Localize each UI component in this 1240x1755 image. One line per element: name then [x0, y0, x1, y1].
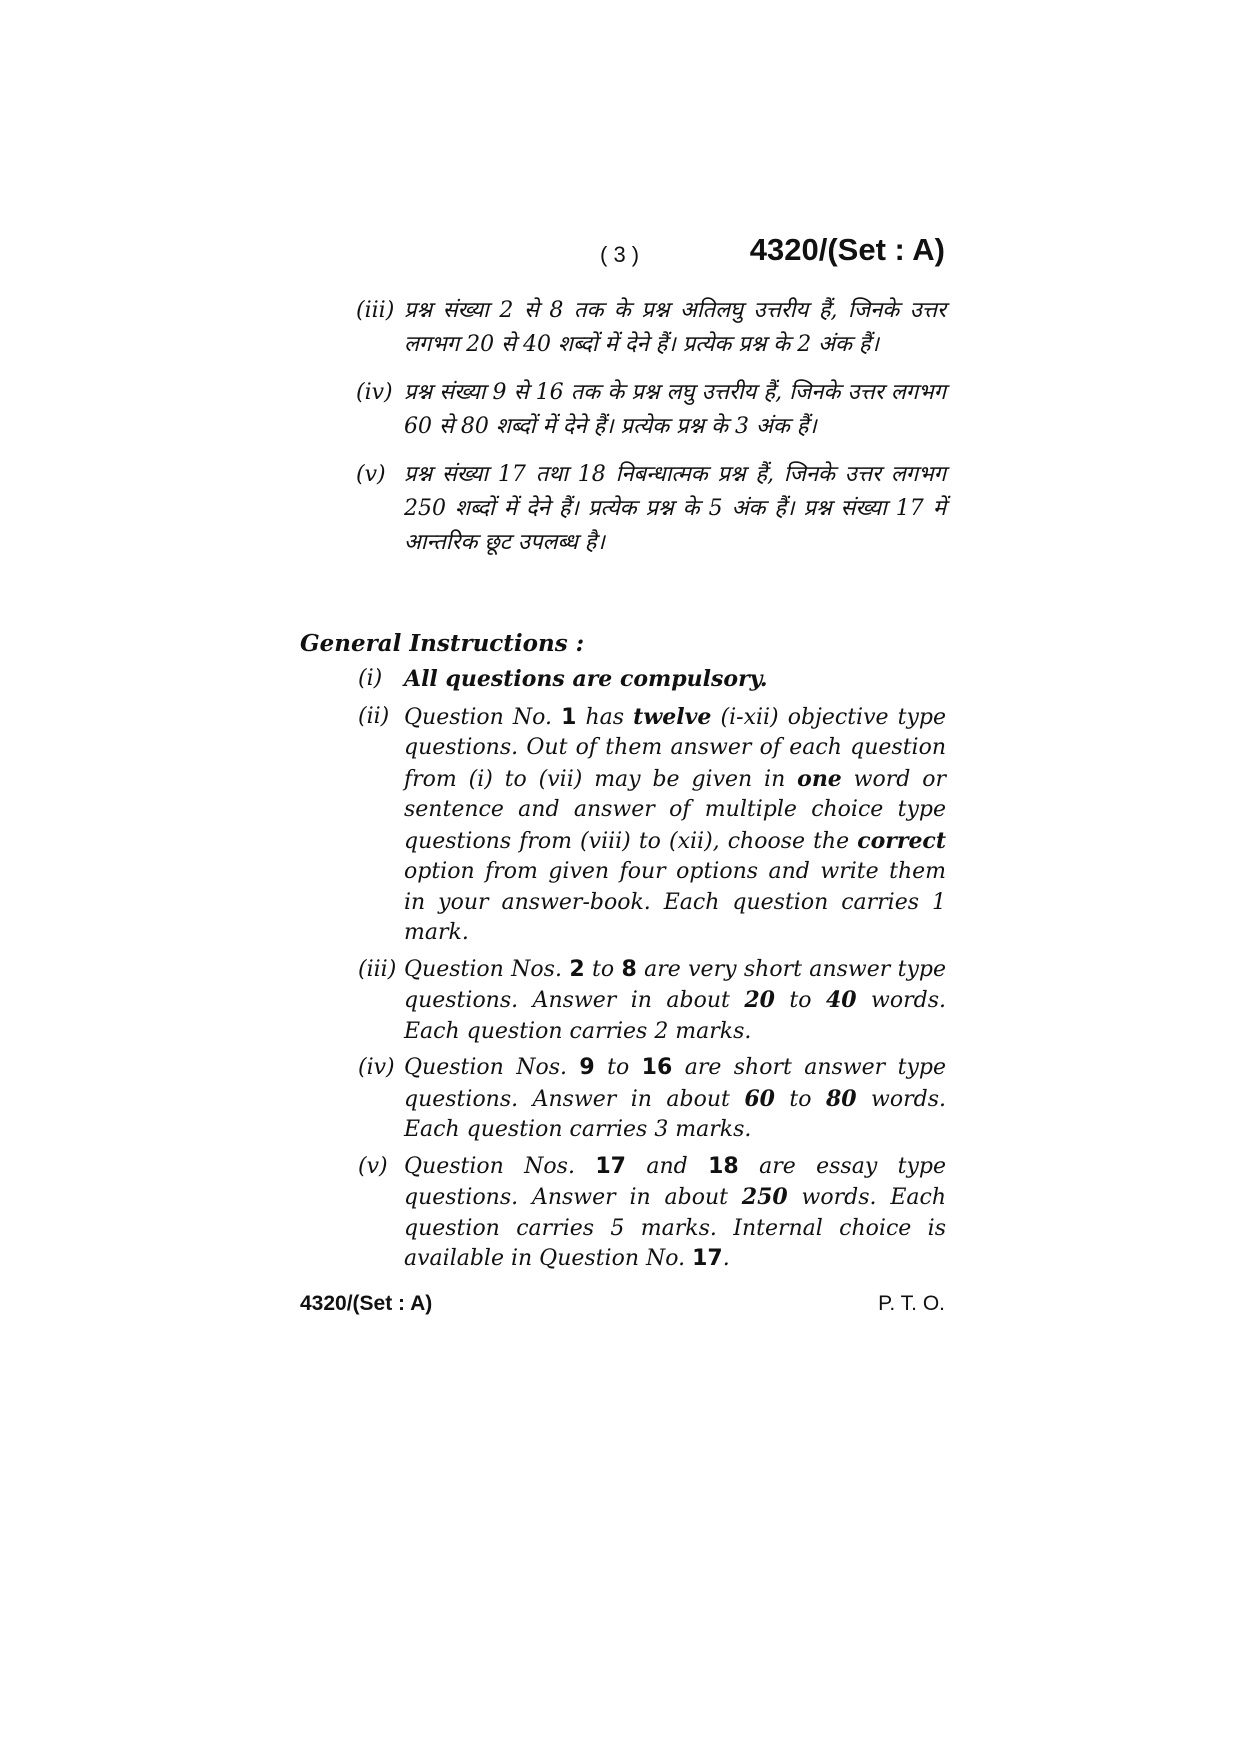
instruction-item: [358, 664, 946, 696]
text-run: are essay type questions. Answer in about: [404, 1153, 947, 1210]
item-text: [404, 955, 946, 1048]
bold-run: one: [797, 765, 842, 792]
bold-run: 80: [825, 1085, 857, 1112]
general-instructions-heading: General Instructions :: [300, 630, 585, 657]
instruction-item: [358, 702, 946, 949]
text-run: option from given four options and write them in your answer-book. Each question carries 1 mark.: [404, 859, 946, 945]
text-run: and: [625, 1153, 709, 1179]
item-text: प्रश्न संख्या 2 से 8 तक के प्रश्न अतिलघु उत्तरीय हैं, जिनके उत्तर लगभग 20 से 40 शब्दों में देने हैं। प्रत्येक प्रश्न के 2 अंक हैं।: [404, 298, 946, 357]
item-number: (iv): [356, 380, 393, 405]
text-run: words. Each question carries 3 marks.: [404, 1086, 947, 1142]
item-text: प्रश्न संख्या 9 से 16 तक के प्रश्न लघु उत्तरीय हैं, जिनके उत्तर लगभग 60 से 80 शब्दों में देने हैं। प्रत्येक प्रश्न के 3 अंक हैं।: [404, 380, 946, 439]
item-number: (iv): [358, 1055, 395, 1080]
page-header: [300, 232, 945, 282]
bold-run: 40: [825, 987, 857, 1013]
page-number: ( 3 ): [600, 242, 640, 267]
instruction-item: [358, 1152, 946, 1275]
hindi-instructions: [358, 294, 946, 574]
item-text: [404, 702, 946, 949]
text-run: (i-xii) objective type questions. Out of them answer of each question from (i) to (vii) may be given in: [404, 704, 946, 792]
item-number: (v): [358, 1153, 388, 1179]
text-run: are short answer type questions. Answer in about: [404, 1055, 946, 1112]
set-code: 4320/(Set : A): [749, 232, 945, 267]
bold-run: 17: [595, 1153, 626, 1179]
hindi-instruction-item: [358, 376, 946, 444]
bold-run: 16: [641, 1055, 673, 1080]
item-text: All questions are compulsory.: [404, 666, 768, 692]
bold-run: 18: [708, 1153, 739, 1179]
text-run: word or sentence and answer of multiple choice type questions from (viii) to (xii), choose the: [404, 766, 946, 854]
item-text: प्रश्न संख्या 17 तथा 18 निबन्धात्मक प्रश्न हैं, जिनके उत्तर लगभग 250 शब्दों में देने हैं। प्रत्येक प्रश्न के 5 अंक हैं। प्रश्न संख्या 17 में आन्तरिक छूट उपलब्ध है।: [404, 462, 946, 555]
bold-run: twelve: [633, 703, 712, 730]
item-number: (v): [356, 462, 386, 487]
item-number: (iii): [358, 956, 397, 982]
text-run: Question Nos.: [404, 1055, 580, 1080]
text-run: Question No.: [404, 704, 562, 730]
text-run: Question Nos.: [404, 1153, 596, 1179]
text-run: to: [584, 956, 622, 982]
instruction-item: [358, 1053, 946, 1146]
bold-run: 60: [744, 1085, 775, 1112]
bold-run: correct: [857, 827, 946, 854]
bold-run: 2: [569, 956, 585, 982]
hindi-instruction-item: [358, 458, 946, 560]
hindi-instruction-item: [358, 294, 946, 362]
bold-run: 17: [692, 1246, 723, 1271]
bold-run: 1: [561, 704, 577, 730]
bold-run: 8: [621, 956, 637, 982]
item-number: (i): [358, 666, 383, 691]
text-run: to: [774, 988, 826, 1013]
text-run: words. Each question carries 5 marks. Internal choice is available in Question No.: [404, 1185, 946, 1271]
pto-label: P. T. O.: [878, 1292, 945, 1315]
text-run: has: [576, 704, 634, 730]
bold-run: 250: [741, 1184, 788, 1210]
item-number: (iii): [356, 298, 395, 323]
text-run: .: [722, 1246, 730, 1271]
text-run: Question Nos.: [404, 956, 570, 982]
footer-set-code: 4320/(Set : A): [300, 1292, 433, 1315]
text-run: words. Each question carries 2 marks.: [404, 988, 947, 1044]
general-instructions-list: [358, 664, 946, 1281]
text-run: to: [594, 1055, 642, 1080]
instruction-item: [358, 955, 946, 1048]
bold-run: 9: [579, 1055, 595, 1080]
item-number: (ii): [358, 703, 390, 729]
item-text: [404, 1152, 946, 1275]
bold-run: 20: [744, 987, 775, 1013]
text-run: are very short answer type questions. Answer in about: [404, 956, 946, 1013]
item-text: [404, 1053, 946, 1146]
text-run: to: [774, 1086, 826, 1112]
